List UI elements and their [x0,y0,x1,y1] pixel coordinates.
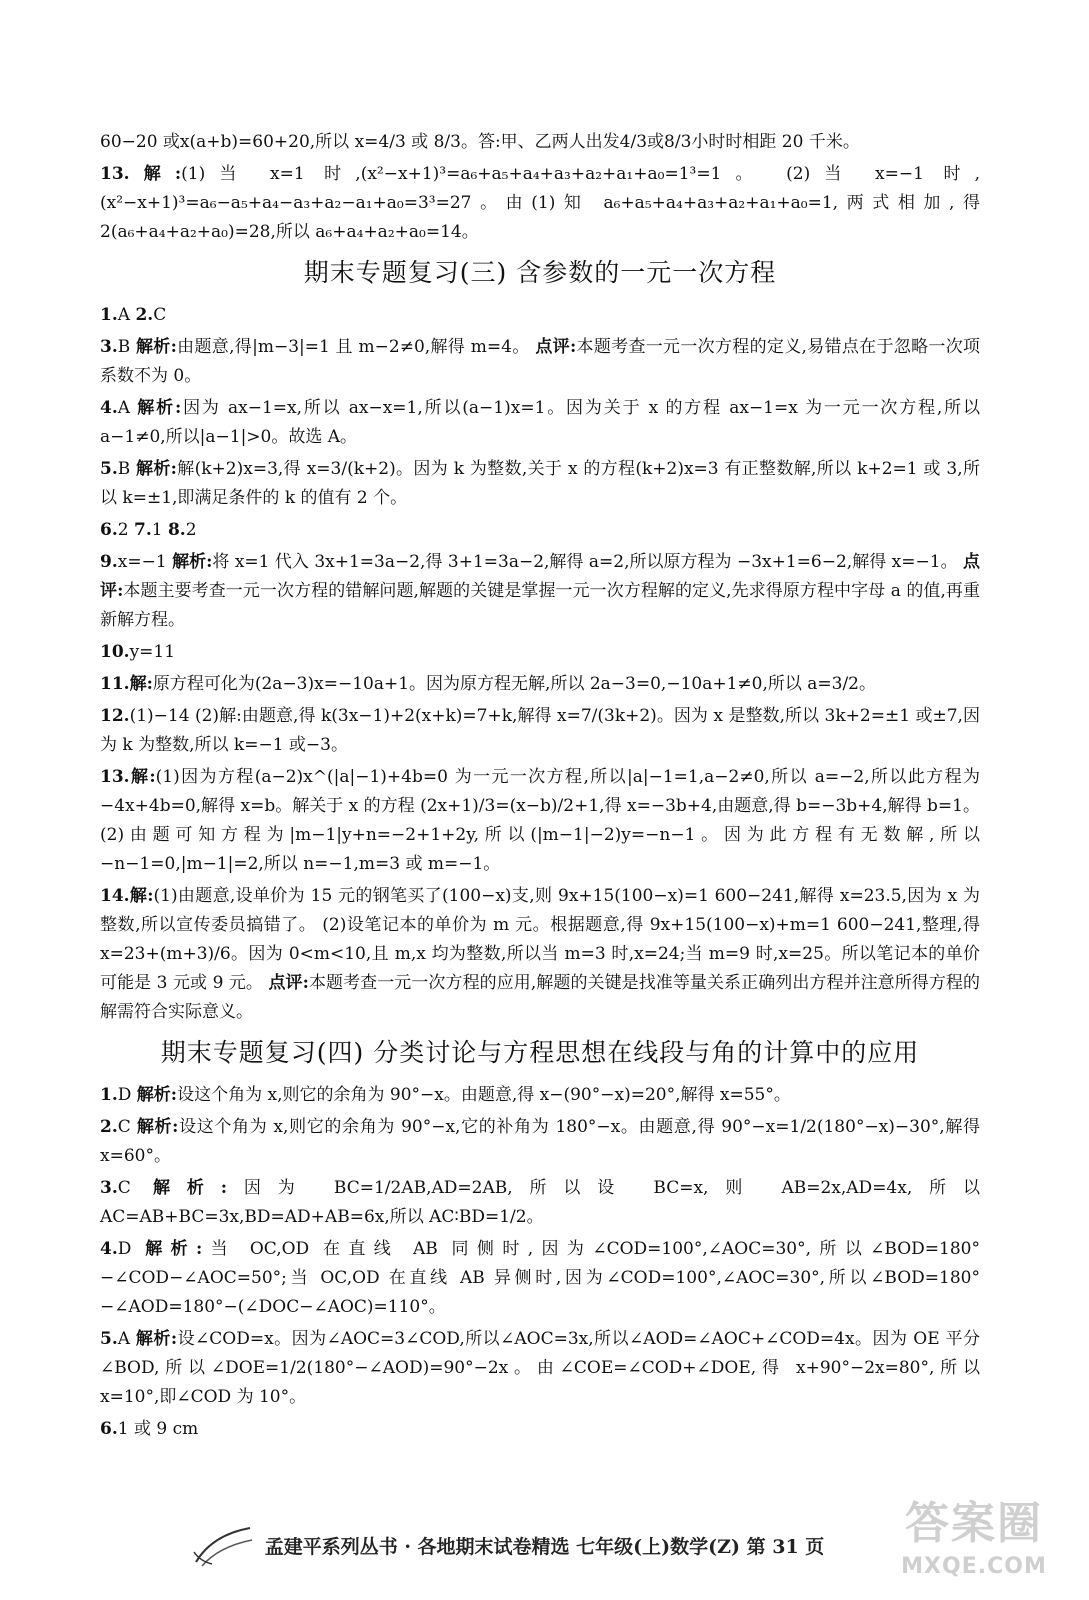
answer-item [100,455,980,513]
section-continued [100,128,980,247]
item-number: 9. [100,552,118,572]
answer-item [100,548,980,635]
item-text: D [117,1085,137,1105]
item-text: B [117,337,136,357]
comment-tag: 点评: [268,973,309,993]
section-four [100,1035,980,1444]
item-text: (1)由题意,设单价为 15 元的钢笔买了(100−x)支,则 9x+15(100−x)=1 600−241,解得 x=23.5,因为 x 为整数,所以宣传委员搞错了。 (2)设笔记本的单价为 m 元。根据题意,得 9x+15(100−x)+m=1 600−241,整理,得 x=23+(m+3)/6。因为 0<m<10,且 m,x 均为整数,所以当 m=3 时,x=24;当 m=9 时,x=25。所以笔记本的单价可能是 3 元或 9 元。 [100,886,980,993]
item-number: 4. [100,398,118,418]
item-number: 5. [100,1329,118,1349]
item-text: 1 或 9 cm [117,1419,199,1439]
site-watermark [889,1498,1059,1588]
analysis-tag: 解析: [145,1239,203,1259]
analysis-tag: 解析: [135,337,177,357]
item-number: 13. [100,164,130,184]
comment-tag: 点评: [535,337,577,357]
section-three [100,255,980,1027]
item-text: 由题意,得|m−3|=1 且 m−2≠0,解得 m=4。 [176,337,536,357]
item-text: (1)−14 (2)解:由题意,得 k(3x−1)+2(x+k)=7+k,解得 x=7/(3k+2)。因为 x 是整数,所以 3k+2=±1 或±7,因为 k 为整数,所以 k=−1 或−3。 [100,706,980,755]
item-number: 7. [133,520,152,540]
answer-item [100,516,980,545]
answer-item [100,301,980,330]
section-title: 期末专题复习(四) 分类讨论与方程思想在线段与角的计算中的应用 [160,1038,920,1067]
answer-item [100,1113,980,1171]
item-text: 将 x=1 代入 3x+1=3a−2,得 3+1=3a−2,解得 a=2,所以原方程为 −3x+1=6−2,解得 x=−1。 [212,552,964,572]
analysis-tag: 解析: [137,398,182,418]
answer-item [100,1174,980,1232]
item-number: 11. [100,674,130,694]
item-number: 2. [135,305,154,325]
item-tag: 解: [129,164,182,184]
item-text: (1)因为方程(a−2)x^(|a|−1)+4b=0 为一元一次方程,所以|a|−1=1,a−2≠0,所以 a=−2,所以此方程为 −4x+4b=0,解得 x=b。解关于 x 的方程 (2x+1)/3=(x−b)/2+1,得 x=−3b+4,由题意,得 b=−3b+4,解得 b=1。 (2)由题可知方程为|m−1|y+n=−2+1+2y,所以(|m−1|−2)y=−n−1。因为此方程有无数解,所以 −n−1=0,|m−1|=2,所以 n=−1,m=3 或 m=−1。 [100,767,980,874]
answer-content [100,128,980,1447]
item-text: 2 [117,520,134,540]
item-number: 10. [100,642,130,662]
analysis-tag: 解析: [135,1329,178,1349]
item-number: 12. [100,706,130,726]
answer-item [100,333,980,391]
watermark-url: MXQE.COM [901,1554,1047,1579]
item-text: 设这个角为 x,则它的余角为 90°−x。由题意,得 x−(90°−x)=20°,解得 x=55°。 [177,1085,791,1105]
analysis-tag: 解析: [135,459,177,479]
item-text: C [117,1117,137,1137]
item-text: y=11 [129,642,176,662]
item-text: C [117,1178,154,1198]
answer-item [100,670,980,699]
item-text: 60−20 或x(a+b)=60+20,所以 x=4/3 或 8/3。答:甲、乙两人出发4/3或8/3小时时相距 20 千米。 [100,132,860,152]
item-text: B [117,459,136,479]
item-number: 13. [100,767,130,787]
analysis-tag: 解析: [172,552,213,572]
answer-item [100,702,980,760]
item-text: 因为 ax−1=x,所以 ax−x=1,所以(a−1)x=1。因为关于 x 的方程 ax−1=x 为一元一次方程,所以 a−1≠0,所以|a−1|>0。故选 A。 [100,398,981,447]
item-tag: 解: [129,767,156,787]
item-number: 4. [100,1239,118,1259]
answer-item [100,1325,980,1412]
item-tag: 解: [129,674,153,694]
item-text: 原方程可化为(2a−3)x=−10a+1。因为原方程无解,所以 2a−3=0,−10a+1≠0,所以 a=3/2。 [152,674,876,694]
item-text: D [117,1239,146,1259]
answer-item [100,128,980,157]
item-text: x=−1 [117,552,173,572]
analysis-tag: 解析: [153,1178,228,1198]
item-text: 设这个角为 x,则它的余角为 90°−x,它的补角为 180°−x。由题意,得 90°−x=1/2(180°−x)−30°,解得 x=60°。 [100,1117,980,1166]
answer-item [100,394,980,452]
item-number: 5. [100,459,118,479]
item-number: 8. [167,520,186,540]
item-text: 1 [151,520,168,540]
item-text: A [117,398,138,418]
item-text: 解(k+2)x=3,得 x=3/(k+2)。因为 k 为整数,关于 x 的方程(k+2)x=3 有正整数解,所以 k+2=1 或 3,所以 k=±1,即满足条件的 k 的值有 2 个。 [100,459,980,508]
answer-item [100,160,980,247]
item-text: 当 OC,OD 在直线 AB 同侧时,因为∠COD=100°,∠AOC=30°,所以∠BOD=180°−∠COD−∠AOC=50°;当 OC,OD 在直线 AB 异侧时,因为∠COD=100°,∠AOC=30°,所以∠BOD=180°−∠AOD=180°−(∠DOC−∠AOC)=110°。 [100,1239,980,1317]
item-text: 本题考查一元一次方程的定义,易错点在于忽略一次项系数不为 0。 [100,337,980,386]
item-text: 2 [185,520,197,540]
answer-item [100,638,980,667]
analysis-tag: 解析: [136,1117,179,1137]
answer-item [100,1235,980,1322]
item-number: 1. [100,305,118,325]
item-number: 1. [100,1085,118,1105]
item-text: A [117,305,136,325]
answer-item [100,882,980,1027]
item-number: 6. [100,520,118,540]
page-footer: 孟建平系列丛书 · 各地期末试卷精选 七年级(上)数学(Z) 第 31 页 [264,1536,825,1558]
answer-item [100,1081,980,1110]
answer-item [100,763,980,879]
item-text: 本题主要考查一元一次方程的错解问题,解题的关键是掌握一元一次方程解的定义,先求得原方程中字母 a 的值,再重新解方程。 [100,581,980,630]
comment-tag: 点评: [100,552,981,601]
item-text: (1)当 x=1 时,(x²−x+1)³=a₆+a₅+a₄+a₃+a₂+a₁+a₀=1³=1。 (2)当 x=−1 时,(x²−x+1)³=a₆−a₅+a₄−a₃+a₂−a₁+a₀=3³=27。由(1)知 a₆+a₅+a₄+a₃+a₂+a₁+a₀=1,两式相加,得 2(a₆+a₄+a₂+a₀)=28,所以 a₆+a₄+a₂+a₀=14。 [100,164,980,242]
item-number: 2. [100,1117,118,1137]
item-text: 设∠COD=x。因为∠AOC=3∠COD,所以∠AOC=3x,所以∠AOD=∠AOC+∠COD=4x。因为 OE 平分∠BOD,所以∠DOE=1/2(180°−∠AOD)=90°−2x。由∠COE=∠COD+∠DOE,得 x+90°−2x=80°,所以 x=10°,即∠COD 为 10°。 [100,1329,980,1407]
item-tag: 解: [129,886,154,906]
answer-item [100,1415,980,1444]
item-number: 14. [100,886,130,906]
item-number: 3. [100,1178,118,1198]
item-text: 因为 BC=1/2AB,AD=2AB,所以设 BC=x,则 AB=2x,AD=4x,所以 AC=AB+BC=3x,BD=AD+AB=6x,所以 AC∶BD=1/2。 [100,1178,980,1227]
section-title: 期末专题复习(三) 含参数的一元一次方程 [303,258,777,287]
item-text: 本题考查一元一次方程的应用,解题的关键是找准等量关系正确列出方程并注意所得方程的解需符合实际意义。 [100,973,981,1022]
watermark-logo-text: 答案圈 [905,1498,1043,1549]
item-number: 3. [100,337,118,357]
analysis-tag: 解析: [136,1085,178,1105]
item-text: A [117,1329,136,1349]
item-text: C [153,305,167,325]
item-number: 6. [100,1419,118,1439]
